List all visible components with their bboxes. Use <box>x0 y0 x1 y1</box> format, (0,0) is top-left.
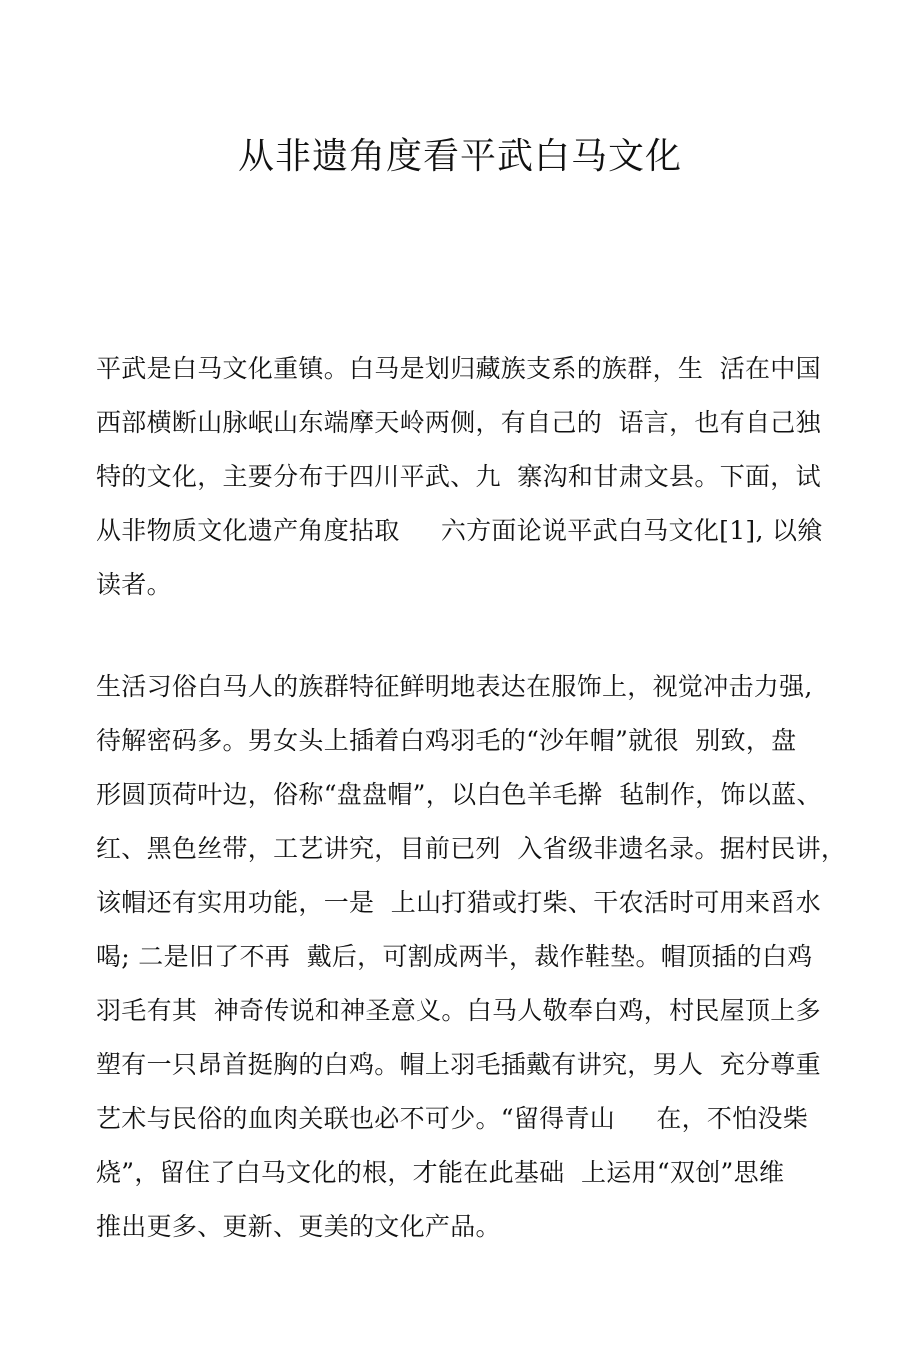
paragraph-line: 艺术与民俗的血肉关联也必不可少。“留得青山 在，不怕没柴 <box>96 1104 809 1133</box>
paragraph-line: 从非物质文化遗产角度拈取 六方面论说平武白马文化[1], 以飨 <box>96 516 823 545</box>
paragraph-line: 平武是白马文化重镇。白马是划归藏族支系的族群，生 活在中国 <box>96 354 821 383</box>
paragraph-line: 喝; 二是旧了不再 戴后，可割成两半，裁作鞋垫。帽顶插的白鸡 <box>96 942 813 971</box>
paragraph-line: 塑有一只昂首挺胸的白鸡。帽上羽毛插戴有讲究，男人 充分尊重 <box>96 1050 821 1079</box>
paragraph-line: 生活习俗白马人的族群特征鲜明地表达在服饰上，视觉冲击力强, <box>96 672 813 701</box>
paragraph-line: 该帽还有实用功能，一是 上山打猎或打柴、干农活时可用来舀水 <box>96 888 821 917</box>
paragraph-intro <box>96 342 836 612</box>
paragraph-line: 待解密码多。男女头上插着白鸡羽毛的“沙年帽”就很 别致，盘 <box>96 726 797 755</box>
paragraph-line: 羽毛有其 神奇传说和神圣意义。白马人敬奉白鸡，村民屋顶上多 <box>96 996 821 1025</box>
paragraph-line: 红、黑色丝带，工艺讲究，目前已列 入省级非遗名录。据村民讲， <box>96 834 847 863</box>
paragraph-line: 形圆顶荷叶边，俗称“盘盘帽”，以白色羊毛擀 毡制作，饰以蓝、 <box>96 780 822 809</box>
paragraph-line: 特的文化，主要分布于四川平武、九 寨沟和甘肃文县。下面，试 <box>96 462 821 491</box>
paragraph-line: 西部横断山脉岷山东端摩天岭两侧，有自己的 语言，也有自己独 <box>96 408 821 437</box>
paragraph-customs <box>96 660 847 1254</box>
paragraph-line: 烧”，留住了白马文化的根，才能在此基础 上运用“双创”思维 <box>96 1158 785 1187</box>
paragraph-line: 读者。 <box>96 570 172 599</box>
paragraph-line: 推出更多、更新、更美的文化产品。 <box>96 1212 501 1241</box>
document-title: 从非遗角度看平武白马文化 <box>237 136 682 177</box>
